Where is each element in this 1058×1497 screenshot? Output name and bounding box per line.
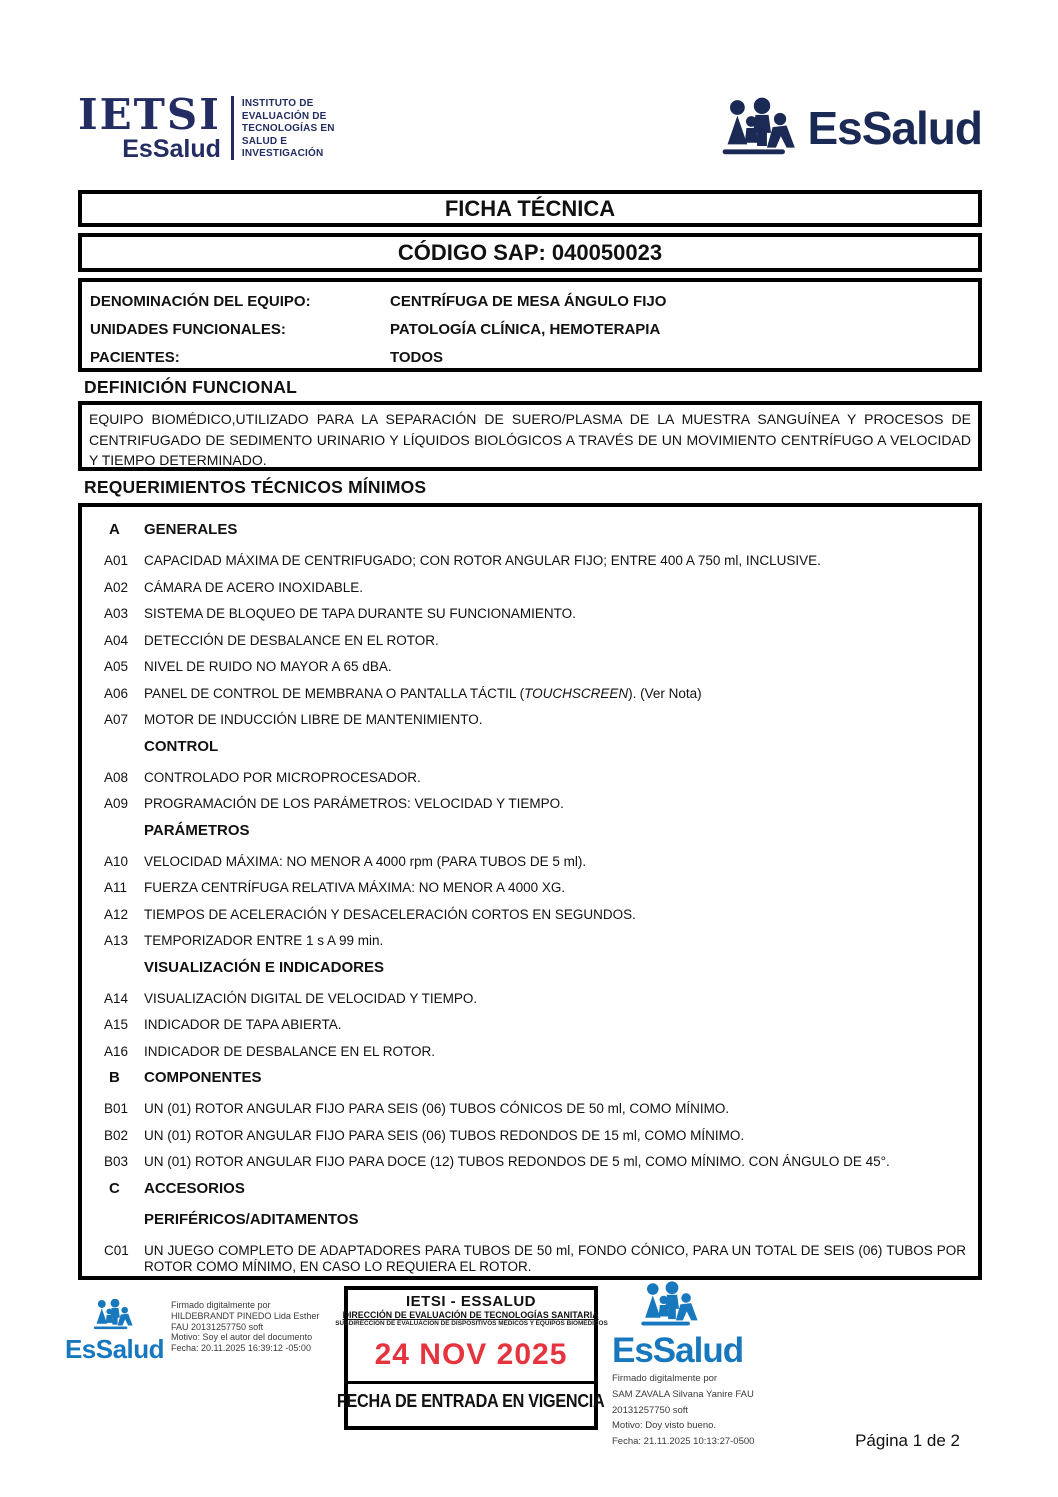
requirement-item [82,659,970,675]
essalud-family-icon [640,1281,704,1329]
requirement-code: A01 [104,553,129,568]
requirement-item [82,633,970,649]
requirements-heading: REQUERIMIENTOS TÉCNICOS MÍNIMOS [84,477,427,497]
equipment-info-box [78,278,982,372]
requirement-text: NIVEL DE RUIDO NO MAYOR A 65 dBA. [144,659,392,674]
ietsi-institute-line: INVESTIGACIÓN [241,148,324,159]
signature-line: Motivo: Doy visto bueno. [612,1420,717,1432]
essalud-wordmark: EsSalud [64,1334,165,1364]
signature-line: Firmado digitalmente por [612,1373,718,1384]
requirement-text: TEMPORIZADOR ENTRE 1 s A 99 min. [144,933,384,948]
requirement-item [82,1044,970,1060]
signature-line: FAU 20131257750 soft [171,1321,264,1332]
requirement-text: COMPONENTES [144,1069,262,1086]
signature-line: HILDEBRANDT PINEDO Lida Esther [171,1310,320,1321]
requirement-code: A05 [104,659,129,674]
essalud-logo-signature-left [62,1299,167,1362]
requirement-text: DETECCIÓN DE DESBALANCE EN EL ROTOR. [144,632,439,648]
requirement-section-heading [82,739,970,755]
info-value: PATOLOGÍA CLÍNICA, HEMOTERAPIA [390,320,661,338]
sap-code-box [78,233,982,272]
requirement-text: UN (01) ROTOR ANGULAR FIJO PARA DOCE (12) TUBOS REDONDOS DE 5 ml, COMO MÍNIMO. CON ÁNGULO DE 45°. [144,1154,890,1169]
requirement-text: CONTROLADO POR MICROPROCESADOR. [144,769,421,785]
requirement-code: A02 [104,579,129,595]
page-number: Página 1 de 2 [855,1431,960,1450]
essalud-family-icon [721,96,803,160]
requirement-text: ACCESORIOS [144,1179,245,1197]
requirement-text: CONTROL [144,737,219,755]
requirement-text: PROGRAMACIÓN DE LOS PARÁMETROS: VELOCIDAD Y TIEMPO. [144,796,564,811]
essalud-logo [721,96,982,160]
functional-definition-box [78,401,982,471]
requirement-section-heading [82,1212,970,1228]
essalud-wordmark: EsSalud [807,102,982,154]
info-value: TODOS [390,348,444,366]
ietsi-brand: EsSalud [122,135,221,163]
requirement-text: TIEMPOS DE ACELERACIÓN Y DESACELERACIÓN CORTOS EN SEGUNDOS. [144,906,636,922]
signature-line: Fecha: 20.11.2025 16:39:12 -05:00 [171,1343,311,1354]
ietsi-acronym: IETSI [78,90,221,139]
requirement-code: A16 [104,1043,129,1059]
essalud-family-icon [93,1299,137,1331]
requirement-text: VISUALIZACIÓN E INDICADORES [144,958,385,976]
stamp-date: 24 NOV 2025 [374,1338,568,1371]
left-signature-text [171,1300,341,1354]
functional-definition-heading: DEFINICIÓN FUNCIONAL [84,377,298,397]
stamp-direction: DIRECCIÓN DE EVALUACIÓN DE TECNOLOGÍAS SANITARIA [343,1310,599,1320]
requirement-text: CÁMARA DE ACERO INOXIDABLE. [144,579,364,595]
requirement-item [82,686,970,702]
requirement-code: A06 [104,685,129,701]
logo-divider [231,96,234,160]
requirement-section-heading [82,1070,970,1086]
requirement-code: B01 [104,1101,129,1116]
stamp-caption: FECHA DE ENTRADA EN VIGENCIA [337,1391,605,1411]
essalud-logo-signature-right [612,1281,802,1450]
stamp-org: IETSI - ESSALUD [405,1293,536,1310]
ietsi-institute-line: EVALUACIÓN DE [241,110,327,122]
signature-line: Fecha: 21.11.2025 10:13:27-0500 [612,1436,755,1448]
signature-line: 20131257750 soft [612,1404,689,1416]
ietsi-institute-line: TECNOLOGÍAS EN [241,123,335,134]
info-label: UNIDADES FUNCIONALES: [90,320,286,338]
right-signature-text [612,1371,802,1450]
requirement-item [82,991,970,1007]
requirement-item [82,1017,970,1033]
stamp-separator [348,1381,594,1384]
requirement-section-heading [82,823,970,839]
requirement-text: UN (01) ROTOR ANGULAR FIJO PARA SEIS (06) TUBOS CÓNICOS DE 50 ml, COMO MÍNIMO. [144,1101,730,1116]
requirement-code: B02 [104,1127,129,1143]
requirement-item [82,907,970,923]
requirement-item [82,580,970,596]
requirement-text: PARÁMETROS [144,821,250,839]
requirements-list [82,522,970,1275]
requirement-section-heading [82,1181,970,1197]
requirement-code: A11 [104,880,128,895]
requirement-text: INDICADOR DE DESBALANCE EN EL ROTOR. [144,1043,436,1059]
signature-line: SAM ZAVALA Silvana Yanire FAU [612,1388,754,1400]
requirement-section-heading [82,522,970,538]
requirement-item [82,1101,970,1117]
requirement-text: MOTOR DE INDUCCIÓN LIBRE DE MANTENIMIENTO. [144,712,483,727]
requirement-code: A14 [104,990,129,1006]
signature-line: Motivo: Soy el autor del documento [171,1332,313,1343]
equipment-info-row [90,287,970,315]
requirement-code: A10 [104,853,129,869]
requirement-text: UN (01) ROTOR ANGULAR FIJO PARA SEIS (06) TUBOS REDONDOS DE 15 ml, COMO MÍNIMO. [144,1127,745,1143]
essalud-wordmark: EsSalud [612,1331,744,1370]
requirement-item [82,1128,970,1144]
requirement-item [82,796,970,812]
requirement-code: A08 [104,769,129,785]
info-label: DENOMINACIÓN DEL EQUIPO: [90,292,311,310]
requirement-text: PERIFÉRICOS/ADITAMENTOS [144,1210,359,1228]
requirement-code: A07 [104,712,129,727]
requirement-code: A15 [104,1017,129,1032]
requirement-text: VELOCIDAD MÁXIMA: NO MENOR A 4000 rpm (PARA TUBOS DE 5 ml). [144,853,587,869]
validity-stamp [334,1286,608,1430]
requirement-code: A03 [104,606,129,621]
requirement-text: CAPACIDAD MÁXIMA DE CENTRIFUGADO; CON ROTOR ANGULAR FIJO; ENTRE 400 A 750 ml, INCLUSIVE. [144,553,821,568]
requirement-item [82,880,970,896]
sap-code: CÓDIGO SAP: 040050023 [397,239,663,265]
info-value: CENTRÍFUGA DE MESA ÁNGULO FIJO [390,292,667,310]
requirement-code: C01 [104,1242,129,1258]
requirement-code: A13 [104,933,129,948]
requirement-code: A [109,521,120,538]
requirement-item [82,712,970,728]
ietsi-logo-text [78,90,221,163]
requirements-box [78,503,982,1280]
document-title: FICHA TÉCNICA [444,195,616,221]
requirement-code: A04 [104,632,129,648]
requirement-code: A09 [104,796,129,811]
signature-line: Firmado digitalmente por [171,1300,271,1310]
document-title-box [78,190,982,227]
functional-definition-text: EQUIPO BIOMÉDICO,UTILIZADO PARA LA SEPARACIÓN DE SUERO/PLASMA DE LA MUESTRA SANGUÍNEA Y PROCESOS DE CENTRIFUGADO DE SEDIMENTO URINARIO Y LÍQUIDOS BIOLÓGICOS A TRAVÉS DE UN MOVIMIENTO CENTRÍFUGO A VELOCIDAD Y TIEMPO DETERMINADO. [89,411,971,468]
requirement-item [82,770,970,786]
ietsi-institute-lines [242,94,335,162]
requirement-section-heading [82,960,970,976]
requirement-code: C [109,1179,120,1197]
requirement-text: VISUALIZACIÓN DIGITAL DE VELOCIDAD Y TIEMPO. [144,990,478,1006]
ietsi-logo [78,90,335,163]
requirement-text: FUERZA CENTRÍFUGA RELATIVA MÁXIMA: NO MENOR A 4000 XG. [144,880,566,895]
requirement-code: B [109,1069,120,1086]
requirement-item [82,1243,970,1275]
equipment-info-row [90,315,970,343]
requirement-text: INDICADOR DE TAPA ABIERTA. [144,1017,342,1032]
info-label: PACIENTES: [90,348,180,366]
requirement-item [82,854,970,870]
ietsi-institute-line: SALUD E [241,135,288,147]
requirement-text: GENERALES [144,521,238,538]
requirement-code: B03 [104,1154,129,1169]
requirement-item [82,1154,970,1170]
requirement-item [82,933,970,949]
stamp-subdirection: SUBDIRECCIÓN DE EVALUACIÓN DE DISPOSITIVOS MÉDICOS Y EQUIPOS BIOMÉDICOS [334,1320,608,1327]
requirement-item [82,606,970,622]
equipment-info-row [90,343,970,371]
requirement-text: PANEL DE CONTROL DE MEMBRANA O PANTALLA TÁCTIL (TOUCHSCREEN). (Ver Nota) [144,685,702,701]
requirement-text: SISTEMA DE BLOQUEO DE TAPA DURANTE SU FUNCIONAMIENTO. [144,606,576,621]
ietsi-institute-line: INSTITUTO DE [241,98,314,109]
requirement-text: UN JUEGO COMPLETO DE ADAPTADORES PARA TUBOS DE 50 ml, FONDO CÓNICO, PARA UN TOTAL DE SEIS (06) TUBOS POR ROTOR COMO MÍNIMO, EN CASO LO REQUIERA EL ROTOR. [144,1242,966,1274]
requirement-item [82,553,970,569]
requirement-code: A12 [104,906,129,922]
